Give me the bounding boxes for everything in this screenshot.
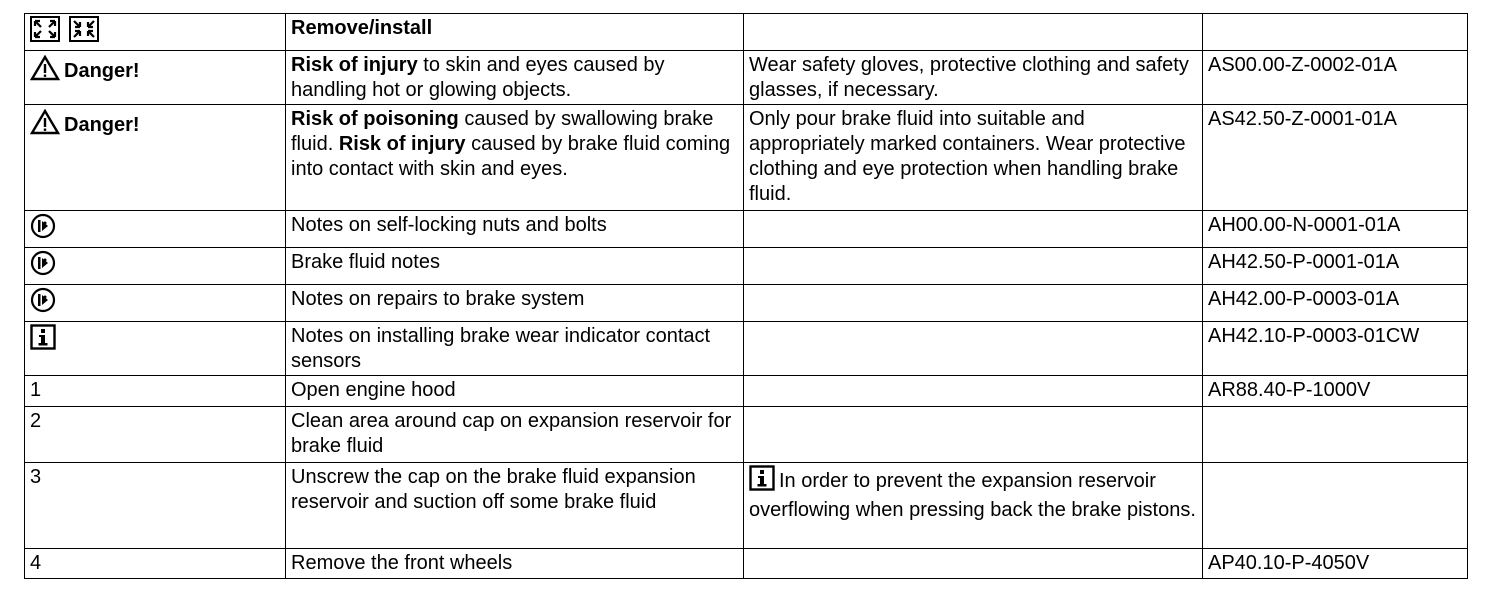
note-icon-cell	[25, 285, 286, 322]
reference-code	[1203, 463, 1468, 549]
step-note	[744, 407, 1203, 463]
empty-cell	[744, 211, 1203, 248]
danger-label: Danger!	[64, 60, 140, 82]
risk-label: Risk of injury	[338, 133, 466, 155]
note-circle-icon	[30, 287, 56, 320]
step-text: Open engine hood	[286, 376, 744, 407]
risk-label: Risk of injury	[291, 54, 418, 76]
header-icons-cell	[25, 14, 286, 51]
step-text: Unscrew the cap on the brake fluid expansion reservoir and suction off some brake fluid	[286, 463, 744, 549]
protective-measure: Wear safety gloves, protective clothing and safety glasses, if necessary.	[744, 51, 1203, 105]
header-title: Remove/install	[286, 14, 744, 51]
step-note: In order to prevent the expansion reservoir overflowing when pressing back the brake pistons.	[749, 470, 1196, 521]
risk-label: Risk of poisoning	[291, 108, 459, 130]
reference-code: AH42.50-P-0001-01A	[1203, 248, 1468, 285]
reference-code: AH00.00-N-0001-01A	[1203, 211, 1468, 248]
step-row	[25, 549, 1468, 579]
step-number: 1	[25, 376, 286, 407]
note-icon-cell	[25, 322, 286, 376]
step-note	[744, 376, 1203, 407]
danger-label: Danger!	[64, 114, 140, 136]
note-circle-icon	[30, 250, 56, 283]
step-number: 4	[25, 549, 286, 579]
note-circle-icon	[30, 213, 56, 246]
reference-code: AS00.00-Z-0002-01A	[1203, 51, 1468, 105]
info-box-icon	[749, 465, 775, 498]
note-text: Brake fluid notes	[286, 248, 744, 285]
warning-text-cell	[286, 51, 744, 105]
info-box-icon	[30, 324, 56, 357]
reference-code: AH42.00-P-0003-01A	[1203, 285, 1468, 322]
step-text: Clean area around cap on expansion reservoir for brake fluid	[286, 407, 744, 463]
step-text: Remove the front wheels	[286, 549, 744, 579]
step-note-cell	[744, 463, 1203, 549]
warning-triangle-icon	[30, 55, 60, 88]
risk-text: to skin and eyes caused by handling hot or glowing objects.	[291, 54, 665, 101]
warning-label-cell	[25, 105, 286, 211]
note-row	[25, 285, 1468, 322]
empty-cell	[744, 285, 1203, 322]
reference-code: AR88.40-P-1000V	[1203, 376, 1468, 407]
header-row	[25, 14, 1468, 51]
warning-row	[25, 51, 1468, 105]
note-text: Notes on repairs to brake system	[286, 285, 744, 322]
reference-code	[1203, 407, 1468, 463]
warning-label-cell	[25, 51, 286, 105]
warning-text-cell	[286, 105, 744, 211]
empty-cell	[744, 248, 1203, 285]
note-icon-cell	[25, 248, 286, 285]
protective-measure: Only pour brake fluid into suitable and appropriately marked containers. Wear protective clothing and eye protection when handling brake fluid.	[744, 105, 1203, 211]
risk-text: caused by swallowing brake fluid.	[291, 108, 714, 155]
note-row	[25, 211, 1468, 248]
step-number: 3	[25, 463, 286, 549]
remove-icon	[30, 16, 60, 49]
header-empty-cell	[744, 14, 1203, 51]
install-icon	[69, 16, 99, 49]
risk-text: caused by brake fluid coming into contact with skin and eyes.	[291, 133, 731, 180]
note-text: Notes on self-locking nuts and bolts	[286, 211, 744, 248]
step-row	[25, 376, 1468, 407]
note-row	[25, 248, 1468, 285]
reference-code: AS42.50-Z-0001-01A	[1203, 105, 1468, 211]
empty-cell	[744, 322, 1203, 376]
warning-row	[25, 105, 1468, 211]
header-empty-cell	[1203, 14, 1468, 51]
step-row	[25, 407, 1468, 463]
step-note	[744, 549, 1203, 579]
reference-code: AH42.10-P-0003-01CW	[1203, 322, 1468, 376]
step-row	[25, 463, 1468, 549]
note-icon-cell	[25, 211, 286, 248]
note-row	[25, 322, 1468, 376]
reference-code: AP40.10-P-4050V	[1203, 549, 1468, 579]
step-number: 2	[25, 407, 286, 463]
warning-triangle-icon	[30, 109, 60, 142]
note-text: Notes on installing brake wear indicator contact sensors	[286, 322, 744, 376]
procedure-table	[24, 13, 1468, 579]
